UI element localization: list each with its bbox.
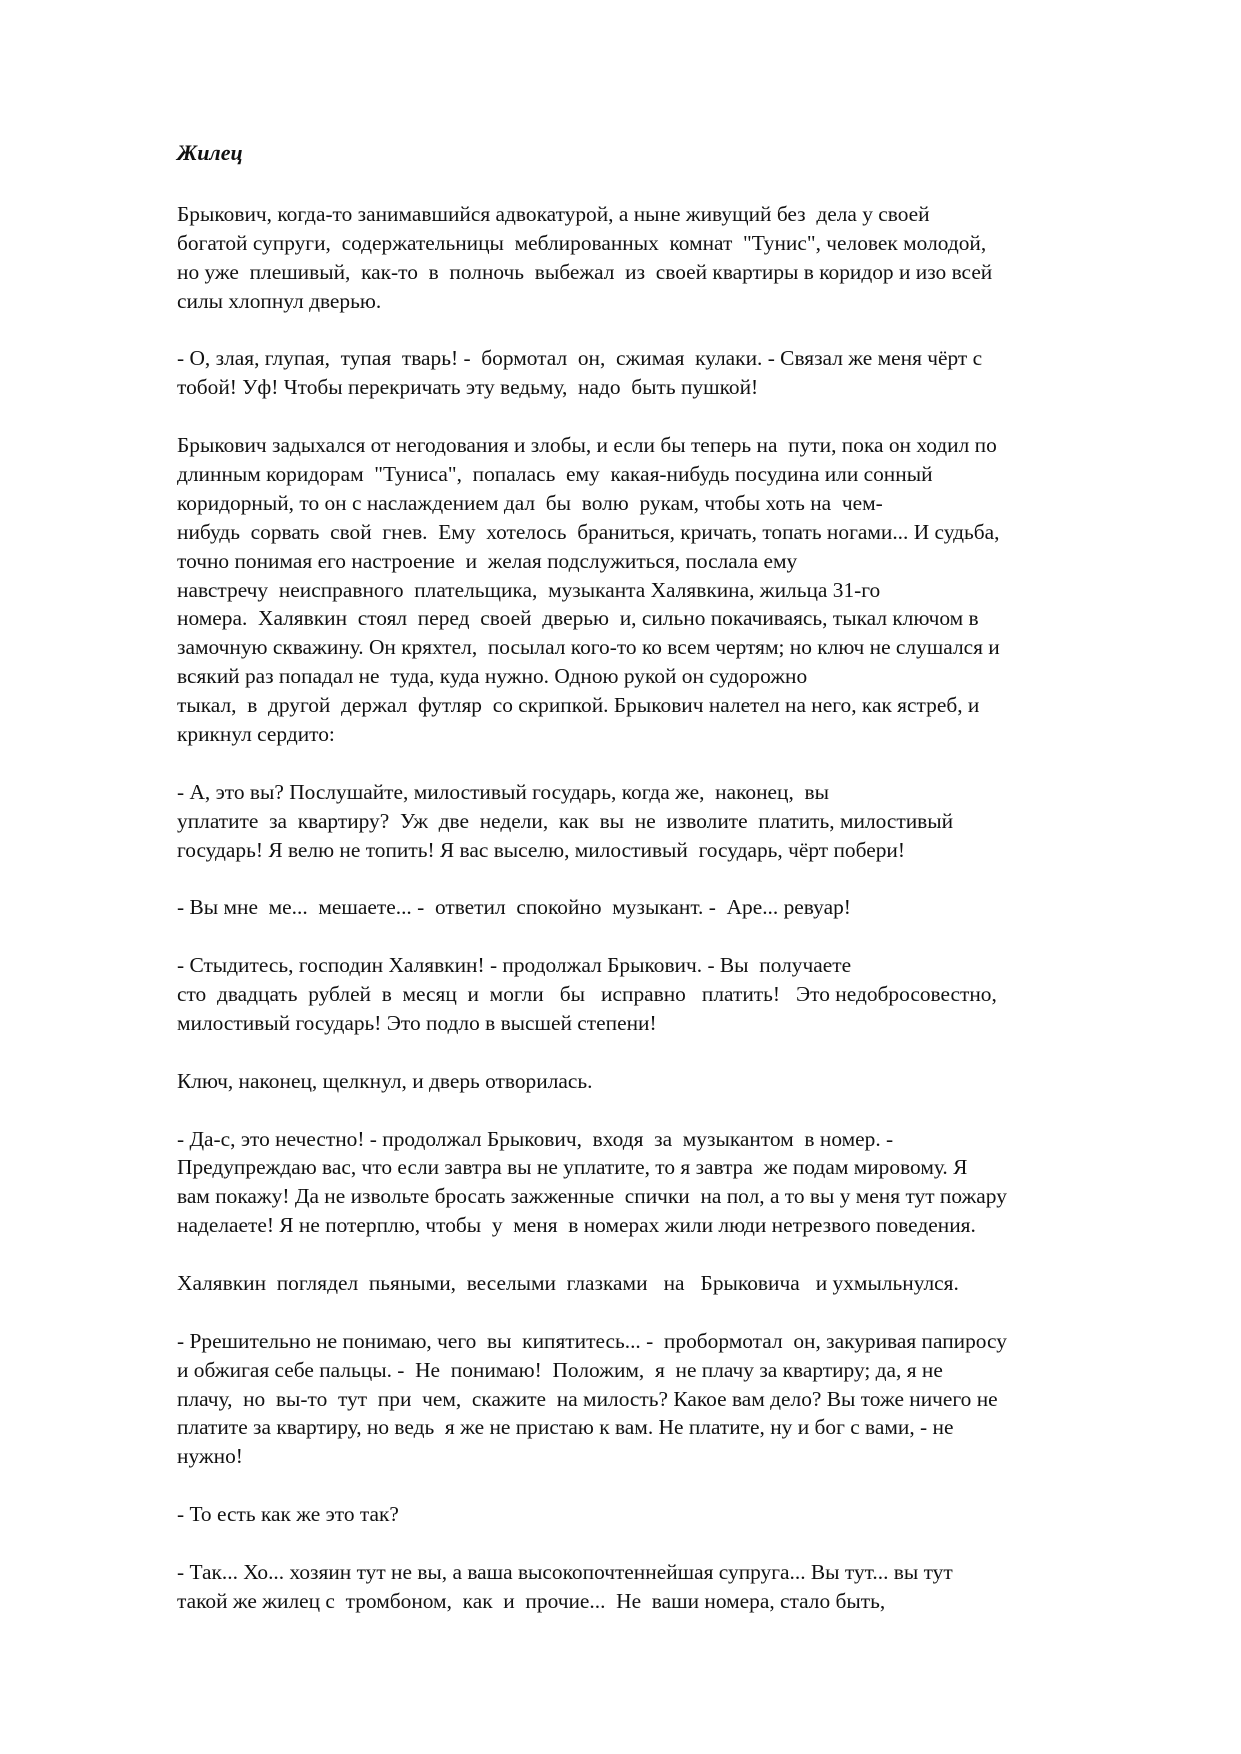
text-line: тобой! Уф! Чтобы перекричать эту ведьму, надо быть пушкой! [177, 375, 759, 400]
text-line: навстречу неисправного плательщика, музыканта Халявкина, жильца 31-го [177, 577, 881, 602]
text-line: коридорный, то он с наслаждением дал бы волю рукам, чтобы хоть на чем- [177, 490, 883, 515]
text-line: - Так... Хо... хозяин тут не вы, а ваша высокопочтеннейшая супруга... Вы тут... вы тут [177, 1559, 953, 1584]
paragraph [177, 1558, 1157, 1616]
document-title: Жилец [177, 140, 243, 165]
text-line: наделаете! Я не потерплю, чтобы у меня в номерах жили люди нетрезвого поведения. [177, 1213, 976, 1238]
text-line: богатой супруги, содержательницы меблированных комнат "Тунис", человек молодой, [177, 230, 987, 255]
text-line: но уже плешивый, как-то в полночь выбежал из своей квартиры в коридор и изо всей [177, 259, 993, 284]
paragraph [177, 1067, 1157, 1096]
text-line: платите за квартиру, но ведь я же не пристаю к вам. Не платите, ну и бог с вами, - не [177, 1415, 954, 1440]
text-line: вам покажу! Да не извольте бросать зажженные спички на пол, а то вы у меня тут пожару [177, 1184, 1007, 1209]
text-line: Халявкин поглядел пьяными, веселыми глазками на Брыковича и ухмыльнулся. [177, 1270, 959, 1295]
text-line: тыкал, в другой держал футляр со скрипкой. Брыкович налетел на него, как ястреб, и [177, 693, 980, 718]
paragraph [177, 1125, 1157, 1241]
text-line: замочную скважину. Он кряхтел, посылал кого-то ко всем чертям; но ключ не слушался и [177, 635, 1000, 660]
paragraph [177, 344, 1157, 402]
paragraph [177, 778, 1157, 865]
paragraph [177, 1269, 1157, 1298]
text-line: плачу, но вы-то тут при чем, скажите на милость? Какое вам дело? Вы тоже ничего не [177, 1386, 998, 1411]
paragraph [177, 1500, 1157, 1529]
text-line: такой же жилец с тромбоном, как и прочие... Не ваши номера, стало быть, [177, 1588, 886, 1613]
text-line: точно понимая его настроение и желая подслужиться, послала ему [177, 548, 798, 573]
text-line: нужно! [177, 1444, 243, 1469]
text-line: - А, это вы? Послушайте, милостивый государь, когда же, наконец, вы [177, 779, 830, 804]
text-line: - О, злая, глупая, тупая тварь! - бормотал он, сжимая кулаки. - Связал же меня чёрт с [177, 346, 983, 371]
text-line: крикнул сердито: [177, 722, 335, 747]
text-line: уплатите за квартиру? Уж две недели, как вы не изволите платить, милостивый [177, 808, 954, 833]
paragraph [177, 893, 1157, 922]
text-line: силы хлопнул дверью. [177, 288, 382, 313]
text-line: государь! Я велю не топить! Я вас выселю, милостивый государь, чёрт побери! [177, 837, 905, 862]
text-line: номера. Халявкин стоял перед своей дверью и, сильно покачиваясь, тыкал ключом в [177, 606, 979, 631]
text-line: и обжигая себе пальцы. - Не понимаю! Положим, я не плачу за квартиру; да, я не [177, 1357, 943, 1382]
text-line: всякий раз попадал не туда, куда нужно. Одною рукой он судорожно [177, 664, 808, 689]
paragraph [177, 1327, 1157, 1471]
text-line: - Стыдитесь, господин Халявкин! - продолжал Брыкович. - Вы получаете [177, 953, 852, 978]
text-line: - Да-с, это нечестно! - продолжал Брыкович, входя за музыкантом в номер. - [177, 1126, 894, 1151]
text-line: - Ррешительно не понимаю, чего вы кипятитесь... - пробормотал он, закуривая папиросу [177, 1328, 1007, 1353]
text-line: Брыкович задыхался от негодования и злобы, и если бы теперь на пути, пока он ходил по [177, 433, 997, 458]
text-line: нибудь сорвать свой гнев. Ему хотелось браниться, кричать, топать ногами... И судьба, [177, 519, 1000, 544]
text-line: - То есть как же это так? [177, 1502, 399, 1527]
paragraph [177, 431, 1157, 749]
text-line: сто двадцать рублей в месяц и могли бы исправно платить! Это недобросовестно, [177, 982, 997, 1007]
paragraph [177, 200, 1157, 316]
text-line: Брыкович, когда-то занимавшийся адвокатурой, а ныне живущий без дела у своей [177, 202, 930, 226]
text-line: Ключ, наконец, щелкнул, и дверь отворилась. [177, 1068, 593, 1093]
paragraph [177, 951, 1157, 1038]
text-line: длинным коридорам "Туниса", попалась ему какая-нибудь посудина или сонный [177, 462, 933, 487]
text-line: милостивый государь! Это подло в высшей степени! [177, 1010, 657, 1035]
document-body [177, 200, 1157, 1645]
text-line: Предупреждаю вас, что если завтра вы не уплатите, то я завтра же подам мировому. Я [177, 1155, 968, 1180]
text-line: - Вы мне ме... мешаете... - ответил спокойно музыкант. - Аре... ревуар! [177, 895, 851, 920]
